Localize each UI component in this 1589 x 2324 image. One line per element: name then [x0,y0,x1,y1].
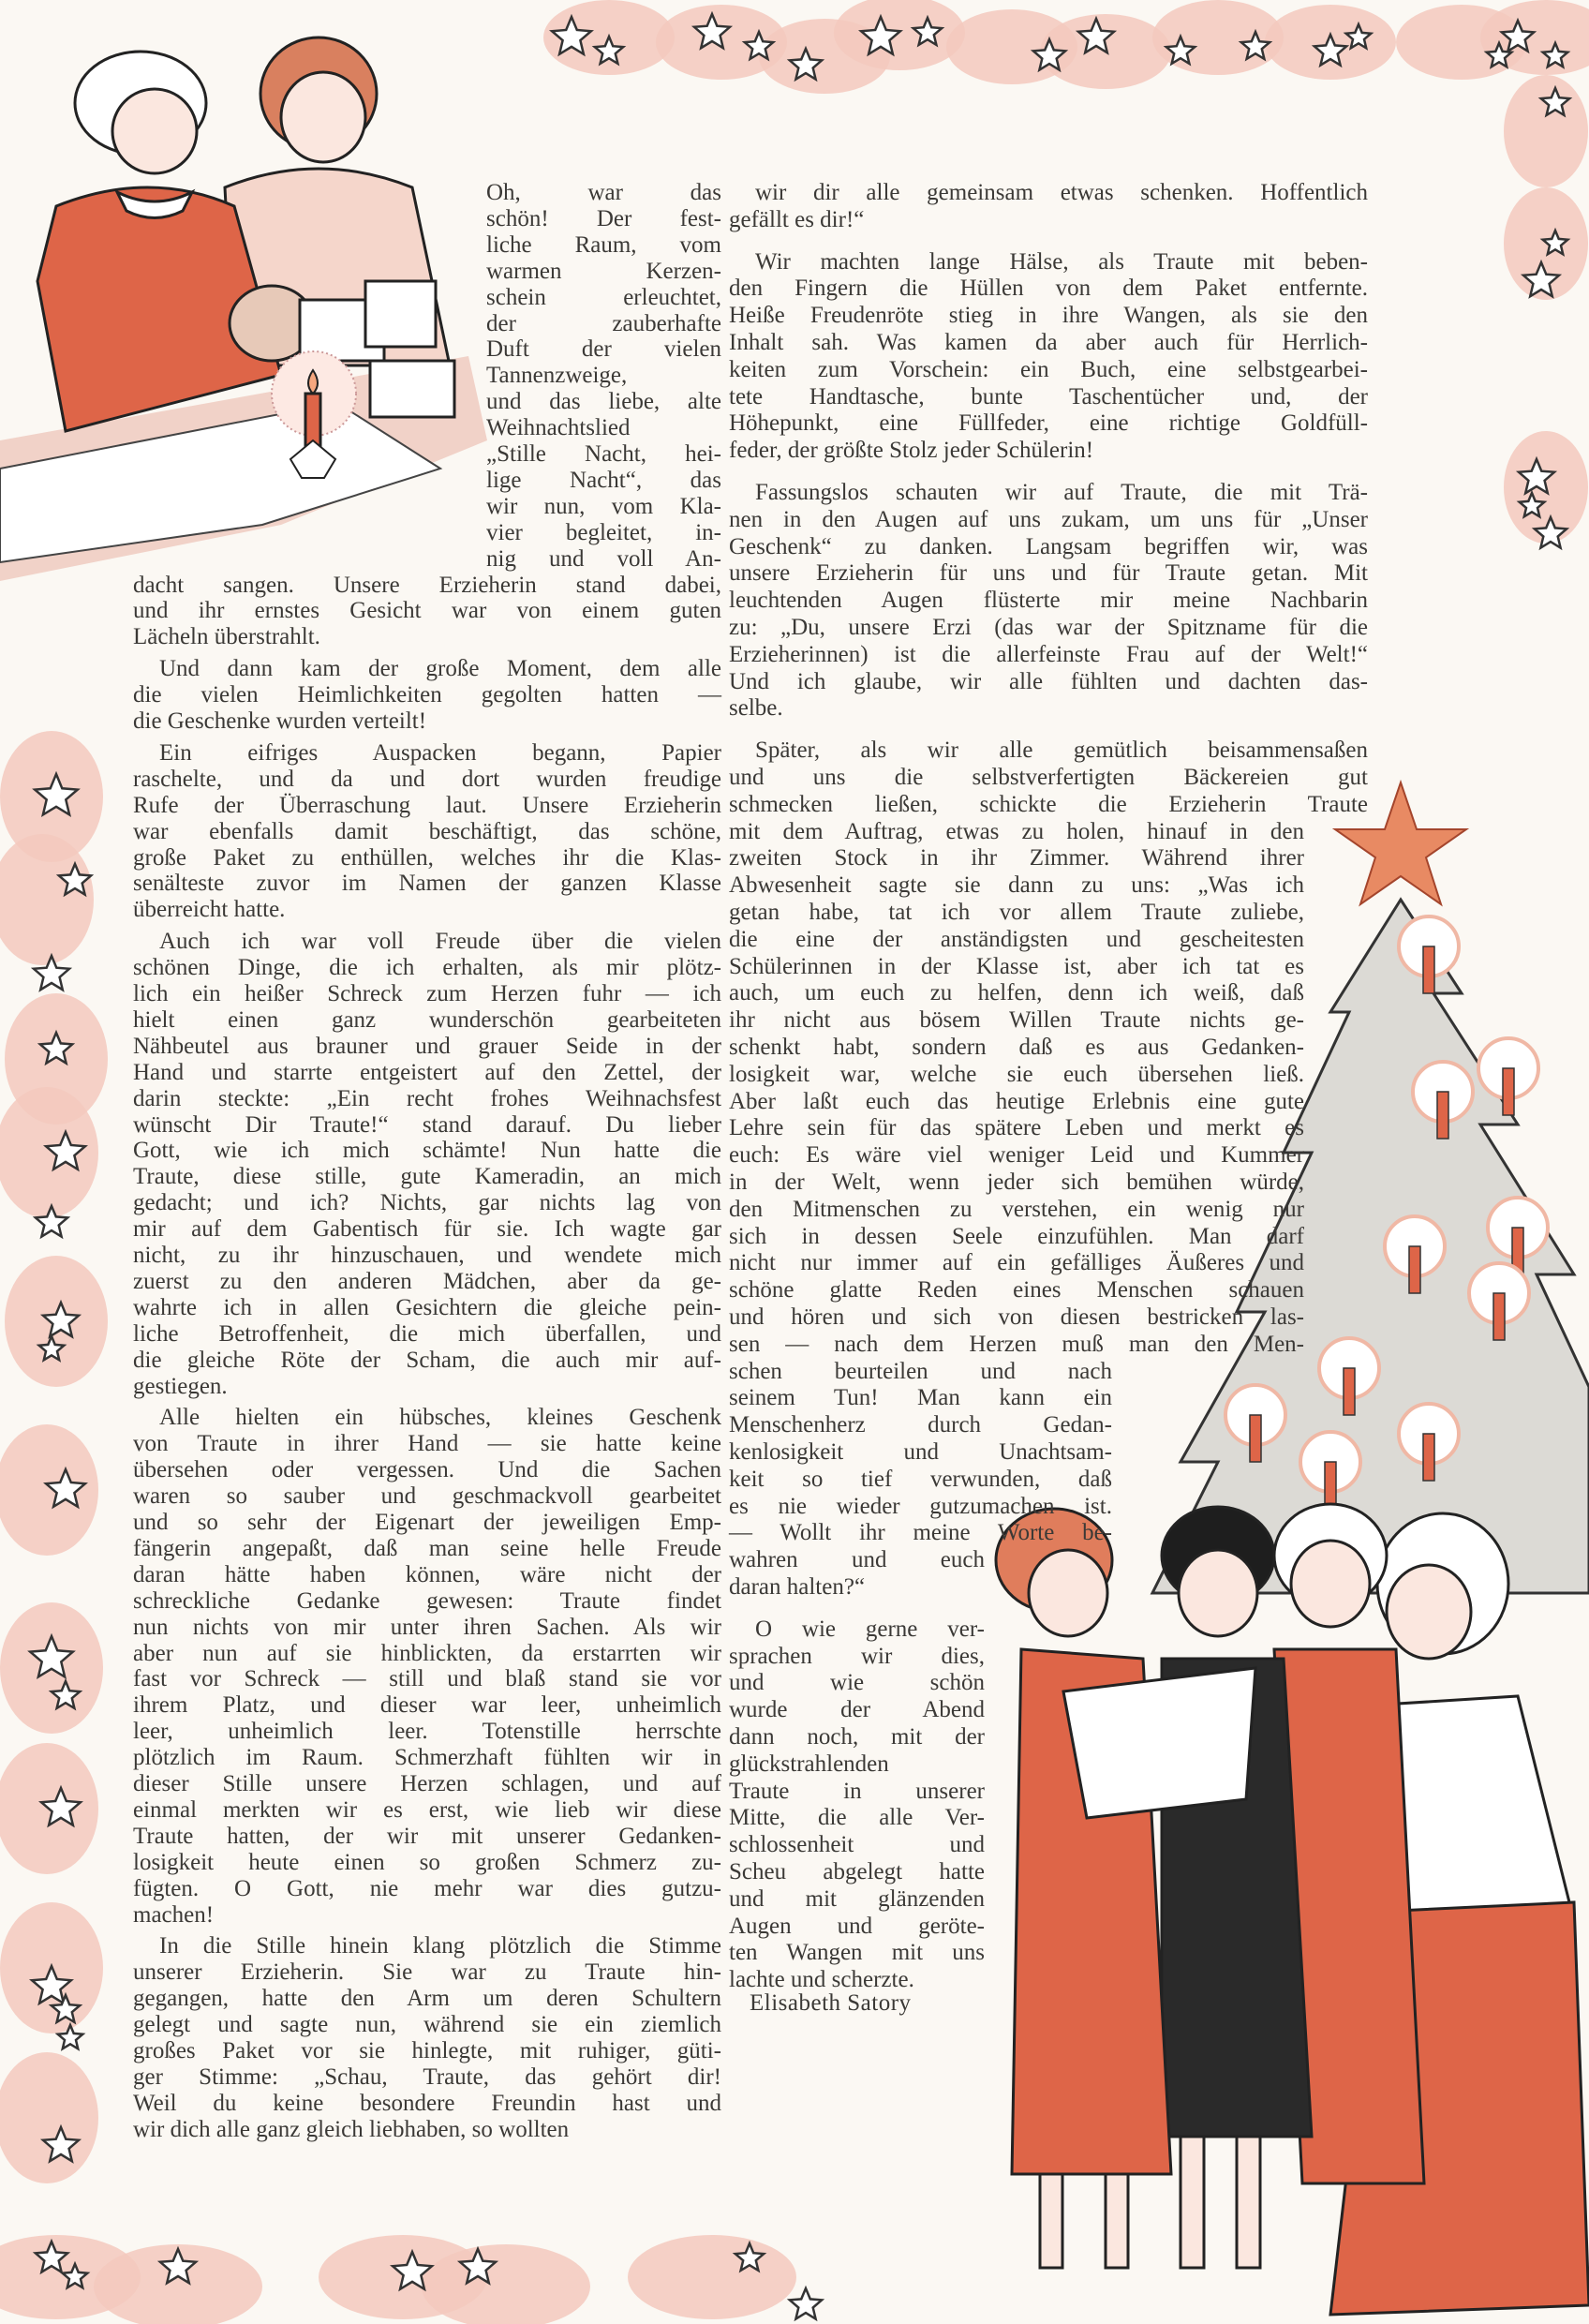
text-line: tete Handtasche, bunte Taschentücher und, der [729,383,1368,410]
text-line: schön! Der fest- [486,205,721,231]
text-line: und hören und sich von diesen bestricken las- [729,1304,1304,1330]
text-line: Duft der vielen [486,336,721,363]
text-line: Höhepunkt, eine Füllfeder, eine richtige Goldfüll- [729,410,1368,437]
text-line: kenlosigkeit und Unachtsam- [729,1439,1112,1465]
text-line: senälteste zuvor im Namen der ganzen Klasse [133,871,721,897]
text-line: dieser Stille unsere Herzen schlagen, und auf [133,1771,721,1796]
text-line: schönen Dinge, die ich erhalten, als mir plötz- [133,955,721,981]
pink-blob [0,1087,98,1218]
text-line: nig und voll An- [486,545,721,572]
text-line: mir auf dem Gabentisch für sie. Ich wagte gar [133,1216,721,1243]
text-line: Abwesenheit sagte sie dann zu uns: „Was ich [729,872,1304,899]
text-line: aber nun auf sie hinblickten, da erstarrten wir [133,1640,721,1666]
text-line: darin steckte: „Ein recht frohes Weihnachsfest [133,1085,721,1111]
text-line: die eine der anständigsten und gescheitesten [729,926,1304,952]
text-line: Erzieherinnen) ist die allerfeinste Frau auf der Welt!“ [729,641,1368,667]
candle-icon [1409,1246,1420,1293]
candle-icon [1250,1415,1261,1462]
text-line: von Traute in ihrer Hand — sie hatte keine [133,1431,721,1457]
text-line: und das liebe, alte [486,389,721,415]
candle-icon [1344,1368,1355,1415]
text-line: selbe. [729,695,783,722]
text-line: lachte und scherzte. [729,1967,914,1993]
text-line: keit so tief verwunden, daß [729,1466,1112,1492]
pink-blob [0,2052,98,2183]
text-line: zu: „Du, unsere Erzi (das war der Spitzname für die [729,615,1368,640]
text-line: glückstrahlenden [729,1750,889,1777]
text-line: auch, um euch zu helfen, denn ich weiß, daß [729,980,1304,1006]
text-line: gefällt es dir!“ [729,206,865,232]
text-line: Tannenzweige, [486,363,628,389]
candle-icon [1437,1092,1448,1139]
text-line: Geschenk“ zu danken. Langsam begriffen wir, was [729,533,1368,559]
text-line: Hand und starrte entgeistert auf den Zettel, der [133,1059,721,1085]
text-line: losigkeit war, welche sie euch übersehen ließ. [729,1061,1304,1087]
text-line: zweiten Stock in ihr Zimmer. Während ihrer [729,845,1304,872]
text-line: Weil du keine besondere Freundin hast und [133,2090,721,2116]
text-line: und uns die selbstverfertigten Bäckereien gut [729,765,1368,790]
text-line: Menschenherz durch Gedan- [729,1412,1112,1438]
text-line: die Geschenke wurden verteilt! [133,708,427,734]
text-line: wir nun, vom Kla- [486,493,721,519]
text-line: nicht nur immer auf ein gefälliges Äußeres und [729,1250,1304,1276]
text-line: liche Betroffenheit, die mich überfallen, und [133,1320,721,1347]
text-line: ger Stimme: „Schau, Traute, das gehört dir! [133,2063,721,2090]
text-line: fängerin angepaßt, daß man seine helle Freude [133,1535,721,1561]
text-line: Alle hielten ein hübsches, kleines Geschenk [159,1405,721,1431]
text-line: hielt einen ganz wunderschön gearbeiteten [133,1006,721,1033]
pink-blob [628,2235,796,2319]
text-line: sprachen wir dies, [729,1643,985,1669]
text-line: getan habe, tat ich vor allem Traute zuliebe, [729,900,1304,925]
text-line: Und ich glaube, wir alle fühlten und dachten das- [729,668,1368,694]
text-line: schein erleuchtet, [486,284,721,310]
text-line: fast vor Schreck — still und blaß stand sie vor [133,1666,721,1692]
text-line: wahrte ich in allen Gesichtern die gleiche pein- [133,1294,721,1320]
text-line: Ein eifriges Auspacken begann, Papier [159,739,721,766]
text-line: Aber laßt euch das heutige Erlebnis eine gute [729,1088,1304,1114]
text-line: und wie schön [729,1670,985,1696]
candle-icon [1423,946,1434,993]
pink-blob [1504,75,1588,187]
girls-group-illustration [996,1504,1589,2315]
text-line: mit dem Auftrag, etwas zu holen, hinauf in den [729,818,1304,844]
text-line: Augen und geröte- [729,1913,985,1939]
girls-with-gifts-illustration [0,37,487,581]
text-line: Traute in unserer [729,1778,985,1804]
text-line: schreckliche Gedanke gewesen: Traute findet [133,1587,721,1614]
candle-icon [1423,1434,1434,1481]
text-line: übersehen oder vergessen. Und die Sachen [133,1457,721,1483]
text-line: Oh, war das [486,180,721,205]
text-line: Wir machten lange Hälse, als Traute mit beben- [755,248,1368,275]
text-line: seinem Tun! Man kann ein [729,1385,1112,1411]
text-line: fügten. O Gott, nie mehr war dies gutzu- [133,1875,721,1901]
text-line: O wie gerne ver- [755,1616,985,1642]
star-icon [790,2288,822,2319]
text-line: ihr nicht aus bösem Willen Traute nichts ge- [729,1007,1304,1034]
text-line: Lächeln überstrahlt. [133,624,320,650]
text-line: nicht, zu ihr hinzuschauen, und wendete mich [133,1243,721,1268]
text-line: wurde der Abend [729,1697,985,1723]
text-line: den Fingern die Hüllen von dem Paket entfernte. [729,276,1368,302]
text-line: einmal merkten wir es erst, wie lieb wir diese [133,1796,721,1823]
text-line: überreicht hatte. [133,897,286,923]
text-line: wahren und euch [729,1547,985,1573]
text-line: wünscht Dir Traute!“ stand darauf. Du lieber [133,1111,721,1138]
text-line: unserer Erzieherin. Sie war zu Traute hin- [133,1959,721,1986]
text-line: leuchtenden Augen flüsterte mir meine Nachbarin [729,588,1368,614]
candle-icon [1325,1462,1336,1509]
text-line: Weihnachtslied [486,415,631,441]
text-line: dacht sangen. Unsere Erzieherin stand dabei, [133,572,721,598]
text-line: Schülerinnen in der Klasse ist, aber ich tat es [729,953,1304,979]
text-line: liche Raum, vom [486,231,721,258]
text-line: Rufe der Überraschung laut. Unsere Erzieherin [133,792,721,818]
candle-icon [1503,1068,1514,1115]
text-line: warmen Kerzen- [486,258,721,284]
text-line: plötzlich im Raum. Schmerzhaft fühlten wir in [133,1745,721,1771]
text-line: raschelte, und da und dort wurden freudige [133,766,721,792]
text-line: die vielen Heimlichkeiten gegolten hatten — [133,682,721,708]
text-line: Gott, wie ich mich schämte! Nun hatte die [133,1138,721,1164]
pink-blob [0,1424,98,1556]
pink-blob [0,834,94,965]
text-line: den Mitmenschen zu verstehen, ein wenig nur [729,1196,1304,1222]
text-line: ten Wangen mit uns [729,1940,985,1966]
text-line: schenkt habt, sondern daß es aus Gedanken- [729,1035,1304,1060]
text-line: und mit glänzenden [729,1885,985,1912]
text-line: — Wollt ihr meine Worte be- [729,1520,1112,1546]
text-line: sen — nach dem Herzen muß man den Men- [729,1331,1304,1357]
text-line: gedacht; und ich? Nichts, gar nichts lag von [133,1190,721,1216]
text-line: Traute hatten, der wir mit unserer Gedanken- [133,1823,721,1849]
text-line: sich in dessen Seele einzufühlen. Man darf [729,1223,1304,1249]
text-line: zuerst zu den anderen Mädchen, aber da ge- [133,1268,721,1294]
text-line: daran hätte haben können, wäre nicht der [133,1561,721,1587]
text-line: lich ein heißer Schreck zum Herzen fuhr — ich [133,981,721,1006]
text-line: Nähbeutel aus brauner und grauer Seide in der [133,1033,721,1059]
text-line: wir dir alle gemeinsam etwas schenken. Hoffentlich [755,180,1368,205]
text-line: gelegt und sagte nun, während sie ein ziemlich [133,2012,721,2038]
text-line: unsere Erzieherin für uns und für Traute getan. Mit [729,560,1368,587]
text-line: leer, unheimlich leer. Totenstille herrschte [133,1719,721,1745]
text-line: schmecken ließen, schickte die Erzieherin Traute [729,791,1368,817]
text-line: machen! [133,1901,215,1928]
candle-icon [1493,1293,1505,1340]
text-line: in der Welt, wenn jeder sich bemühen würde, [729,1169,1304,1195]
text-line: Inhalt sah. Was kamen da aber auch für Herrlich- [729,330,1368,355]
text-line: der zauberhafte [486,310,721,336]
text-line: Traute, diese stille, gute Kameradin, an mich [133,1164,721,1190]
text-line: schöne glatte Reden eines Menschen schauen [729,1277,1304,1304]
text-line: In die Stille hinein klang plötzlich die Stimme [159,1933,721,1959]
text-line: Und dann kam der große Moment, dem alle [159,656,721,682]
text-line: die gleiche Röte der Scham, die auch mir auf- [133,1347,721,1373]
text-line: lige Nacht“, das [486,467,721,493]
text-line: Lehre sein für das spätere Leben und merkt es [729,1115,1304,1141]
text-line: großes Paket vor sie hinlegte, mit ruhiger, güti- [133,2038,721,2063]
text-line: ihrem Platz, und dieser war leer, unheimlich [133,1692,721,1719]
text-line: Heiße Freudenröte stieg in ihre Wangen, als sie den [729,303,1368,329]
text-line: euch: Es wäre viel weniger Leid und Kummer [729,1142,1304,1169]
text-line: Mitte, die alle Ver- [729,1805,985,1831]
text-line: feder, der größte Stolz jeder Schülerin! [729,438,1094,464]
text-line: gegangen, hatte den Arm um deren Schultern [133,1986,721,2012]
text-line: nen in den Augen auf uns zukam, um uns für „Unser [729,506,1368,532]
text-line: daran halten?“ [729,1574,866,1600]
text-line: Scheu abgelegt hatte [729,1859,985,1885]
text-line: und so sehr der Eigenart der jeweiligen Emp- [133,1510,721,1535]
text-line: schlossenheit und [729,1832,985,1858]
text-line: wir dich alle ganz gleich liebhaben, so wollten [133,2116,570,2142]
text-line: losigkeit heute einen so großen Schmerz zu- [133,1849,721,1875]
text-line: keiten zum Vorschein: ein Buch, eine selbstgearbei- [729,356,1368,382]
text-line: Auch ich war voll Freude über die vielen [159,929,721,955]
text-line: Später, als wir alle gemütlich beisammensaßen [755,737,1368,764]
text-line: schen beurteilen und nach [729,1358,1112,1384]
text-line: „Stille Nacht, hei- [486,441,721,467]
text-line: Fassungslos schauten wir auf Traute, die mit Trä- [755,480,1368,505]
text-line: nun nichts von mir unter ihren Sachen. Als wir [133,1614,721,1640]
text-line: große Paket zu enthüllen, welches ihr die Klas- [133,844,721,871]
text-line: und ihr ernstes Gesicht war von einem guten [133,598,721,624]
text-line: gestiegen. [133,1373,228,1399]
text-line: dann noch, mit der [729,1724,985,1750]
text-line: vier begleitet, in- [486,519,721,545]
author-signature: Elisabeth Satory [750,1990,912,2016]
text-line: es nie wieder gutzumachen ist. [729,1493,1112,1519]
text-line: war ebenfalls damit beschäftigt, das schöne, [133,818,721,844]
text-line: waren so sauber und geschmackvoll gearbeitet [133,1483,721,1510]
